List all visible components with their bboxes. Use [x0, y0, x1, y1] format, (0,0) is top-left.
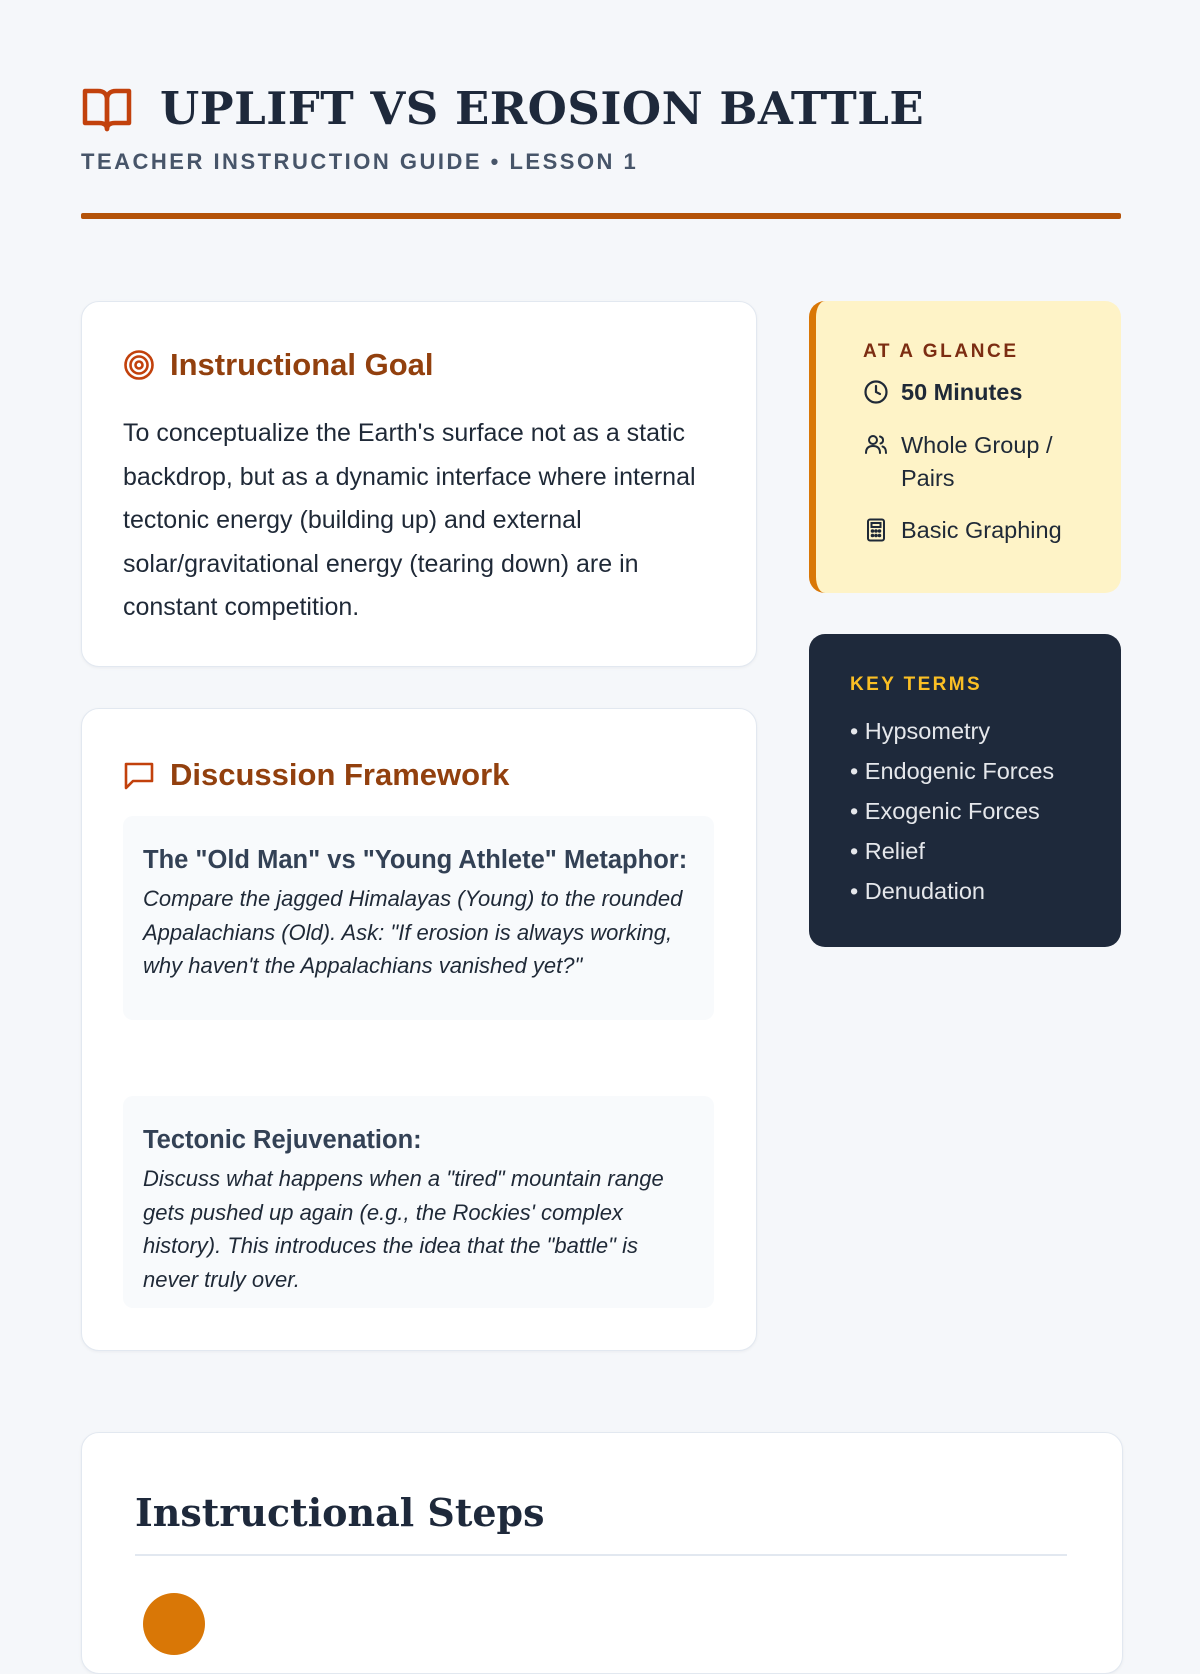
key-terms-list: [850, 711, 1054, 911]
step-number-badge: [143, 1593, 205, 1655]
steps-heading: Instructional Steps: [135, 1490, 545, 1535]
discussion-prompt: [123, 816, 714, 1020]
at-a-glance-panel: [809, 301, 1121, 593]
prompt-body: Compare the jagged Himalayas (Young) to the rounded Appalachians (Old). Ask: "If erosion is always working, why haven't the Appalachians vanished yet?": [143, 886, 683, 978]
glance-item-skills: Basic Graphing: [863, 514, 1062, 547]
header-divider: [81, 213, 1121, 219]
clock-icon: [863, 379, 889, 405]
key-term: • Denudation: [850, 871, 1054, 911]
discussion-framework-card: [81, 708, 757, 1351]
instructional-steps-card: [81, 1432, 1123, 1674]
key-term: • Hypsometry: [850, 711, 1054, 751]
key-term: • Relief: [850, 831, 1054, 871]
glance-label: AT A GLANCE: [863, 341, 1019, 362]
page-subtitle: TEACHER INSTRUCTION GUIDE • LESSON 1: [81, 149, 639, 174]
users-icon: [863, 432, 889, 458]
prompt-title: Tectonic Rejuvenation:: [143, 1126, 422, 1154]
book-open-icon: [81, 85, 133, 133]
chat-bubble-icon: [123, 759, 155, 791]
calculator-icon: [863, 517, 889, 543]
glance-item-duration: 50 Minutes: [863, 376, 1022, 409]
key-term: • Endogenic Forces: [850, 751, 1054, 791]
goal-heading: Instructional Goal: [170, 347, 434, 382]
prompt-title: The "Old Man" vs "Young Athlete" Metaphor:: [143, 846, 688, 874]
instructional-goal-card: [81, 301, 757, 667]
key-terms-panel: [809, 634, 1121, 947]
goal-text: To conceptualize the Earth's surface not as a static backdrop, but as a dynamic interface where internal tectonic energy (building up) and external solar/gravitational energy (tearing down) are in constant competition.: [123, 419, 696, 621]
discussion-heading: Discussion Framework: [170, 757, 510, 792]
target-icon: [123, 349, 155, 381]
steps-divider: [135, 1554, 1067, 1556]
glance-item-grouping: Whole Group / Pairs: [863, 429, 1083, 495]
key-terms-label: KEY TERMS: [850, 674, 983, 695]
prompt-body: Discuss what happens when a "tired" mountain range gets pushed up again (e.g., the Rockies' complex history). This introduces the idea that the "battle" is never truly over.: [143, 1166, 664, 1292]
page-header: [81, 82, 1121, 175]
page-title: UPLIFT VS EROSION BATTLE: [160, 82, 925, 135]
key-term: • Exogenic Forces: [850, 791, 1054, 831]
discussion-prompt: [123, 1096, 714, 1308]
